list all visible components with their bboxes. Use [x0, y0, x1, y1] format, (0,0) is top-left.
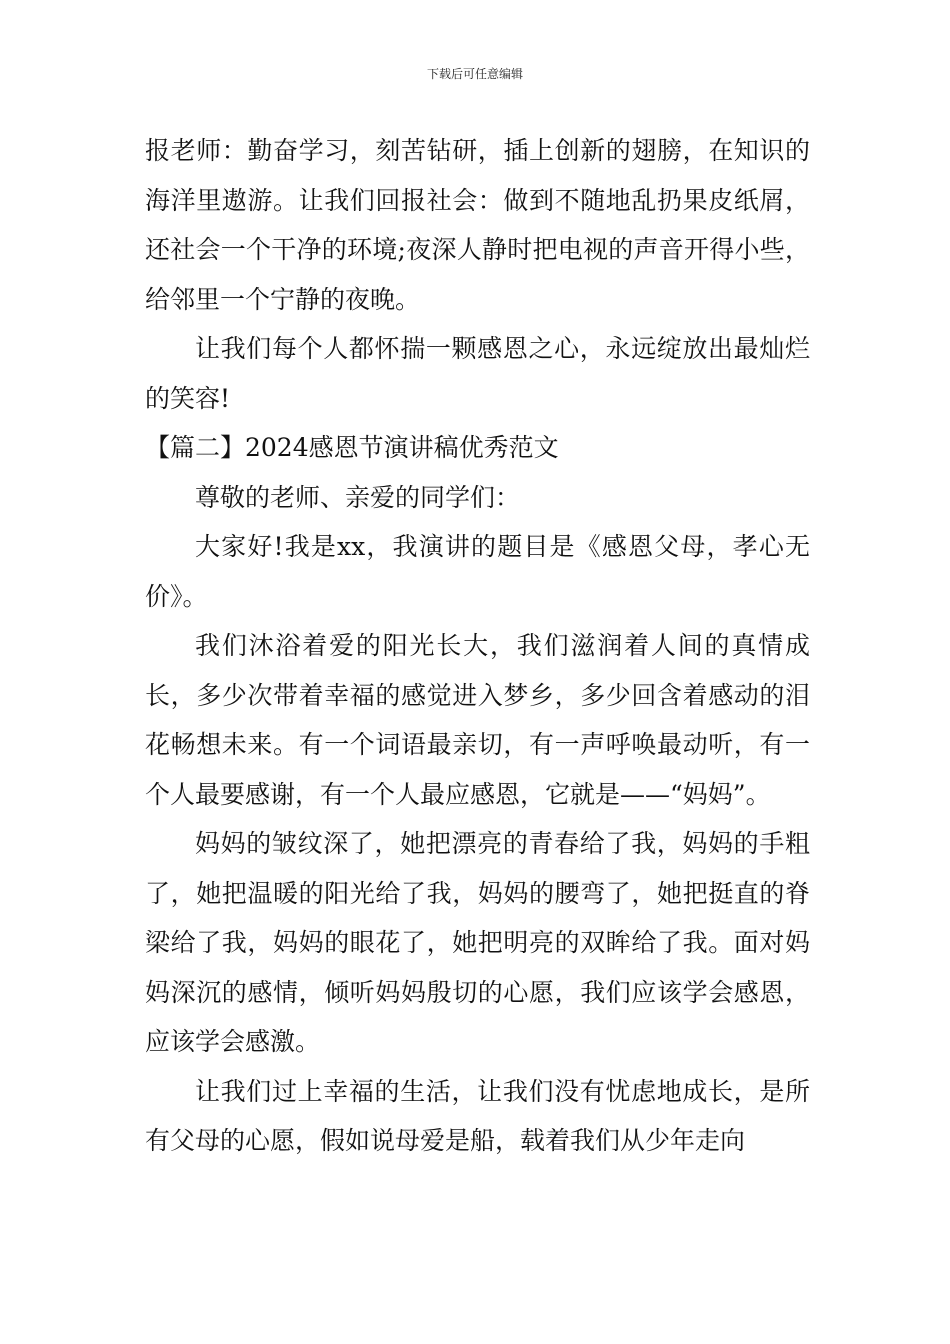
paragraph-body: 我们沐浴着爱的阳光长大，我们滋润着人间的真情成长，多少次带着幸福的感觉进入梦乡，多少回含着感动的泪花畅想未来。有一个词语最亲切，有一声呼唤最动听，有一个人最要感谢，有一个人最应感恩，它就是——“妈妈”。 [145, 631, 810, 809]
page-header-note: 下载后可任意编辑 [426, 67, 523, 81]
paragraph-salutation: 尊敬的老师、亲爱的同学们： [195, 482, 521, 512]
paragraph-body: 妈妈的皱纹深了，她把漂亮的青春给了我，妈妈的手粗了，她把温暖的阳光给了我，妈妈的腰弯了，她把挺直的脊梁给了我，妈妈的眼花了，她把明亮的双眸给了我。面对妈妈深沉的感情，倾听妈妈殷切的心愿，我们应该学会感恩，应该学会感激。 [145, 829, 810, 1056]
paragraph-body: 让我们过上幸福的生活，让我们没有忧虑地成长，是所有父母的心愿，假如说母爱是船，载着我们从少年走向 [145, 1076, 810, 1155]
paragraph-greeting: 大家好!我是xx，我演讲的题目是《感恩父母，孝心无价》。 [145, 532, 810, 611]
paragraph-closing: 让我们每个人都怀揣一颗感恩之心，永远绽放出最灿烂的笑容! [145, 334, 810, 413]
section-heading: 【篇二】2024感恩节演讲稿优秀范文 [145, 433, 559, 462]
paragraph-continued: 报老师：勤奋学习，刻苦钻研，插上创新的翅膀，在知识的海洋里遨游。让我们回报社会：做到不随地乱扔果皮纸屑，还社会一个干净的环境;夜深人静时把电视的声音开得小些，给邻里一个宁静的夜晚。 [145, 136, 810, 314]
document-body [145, 126, 810, 1166]
